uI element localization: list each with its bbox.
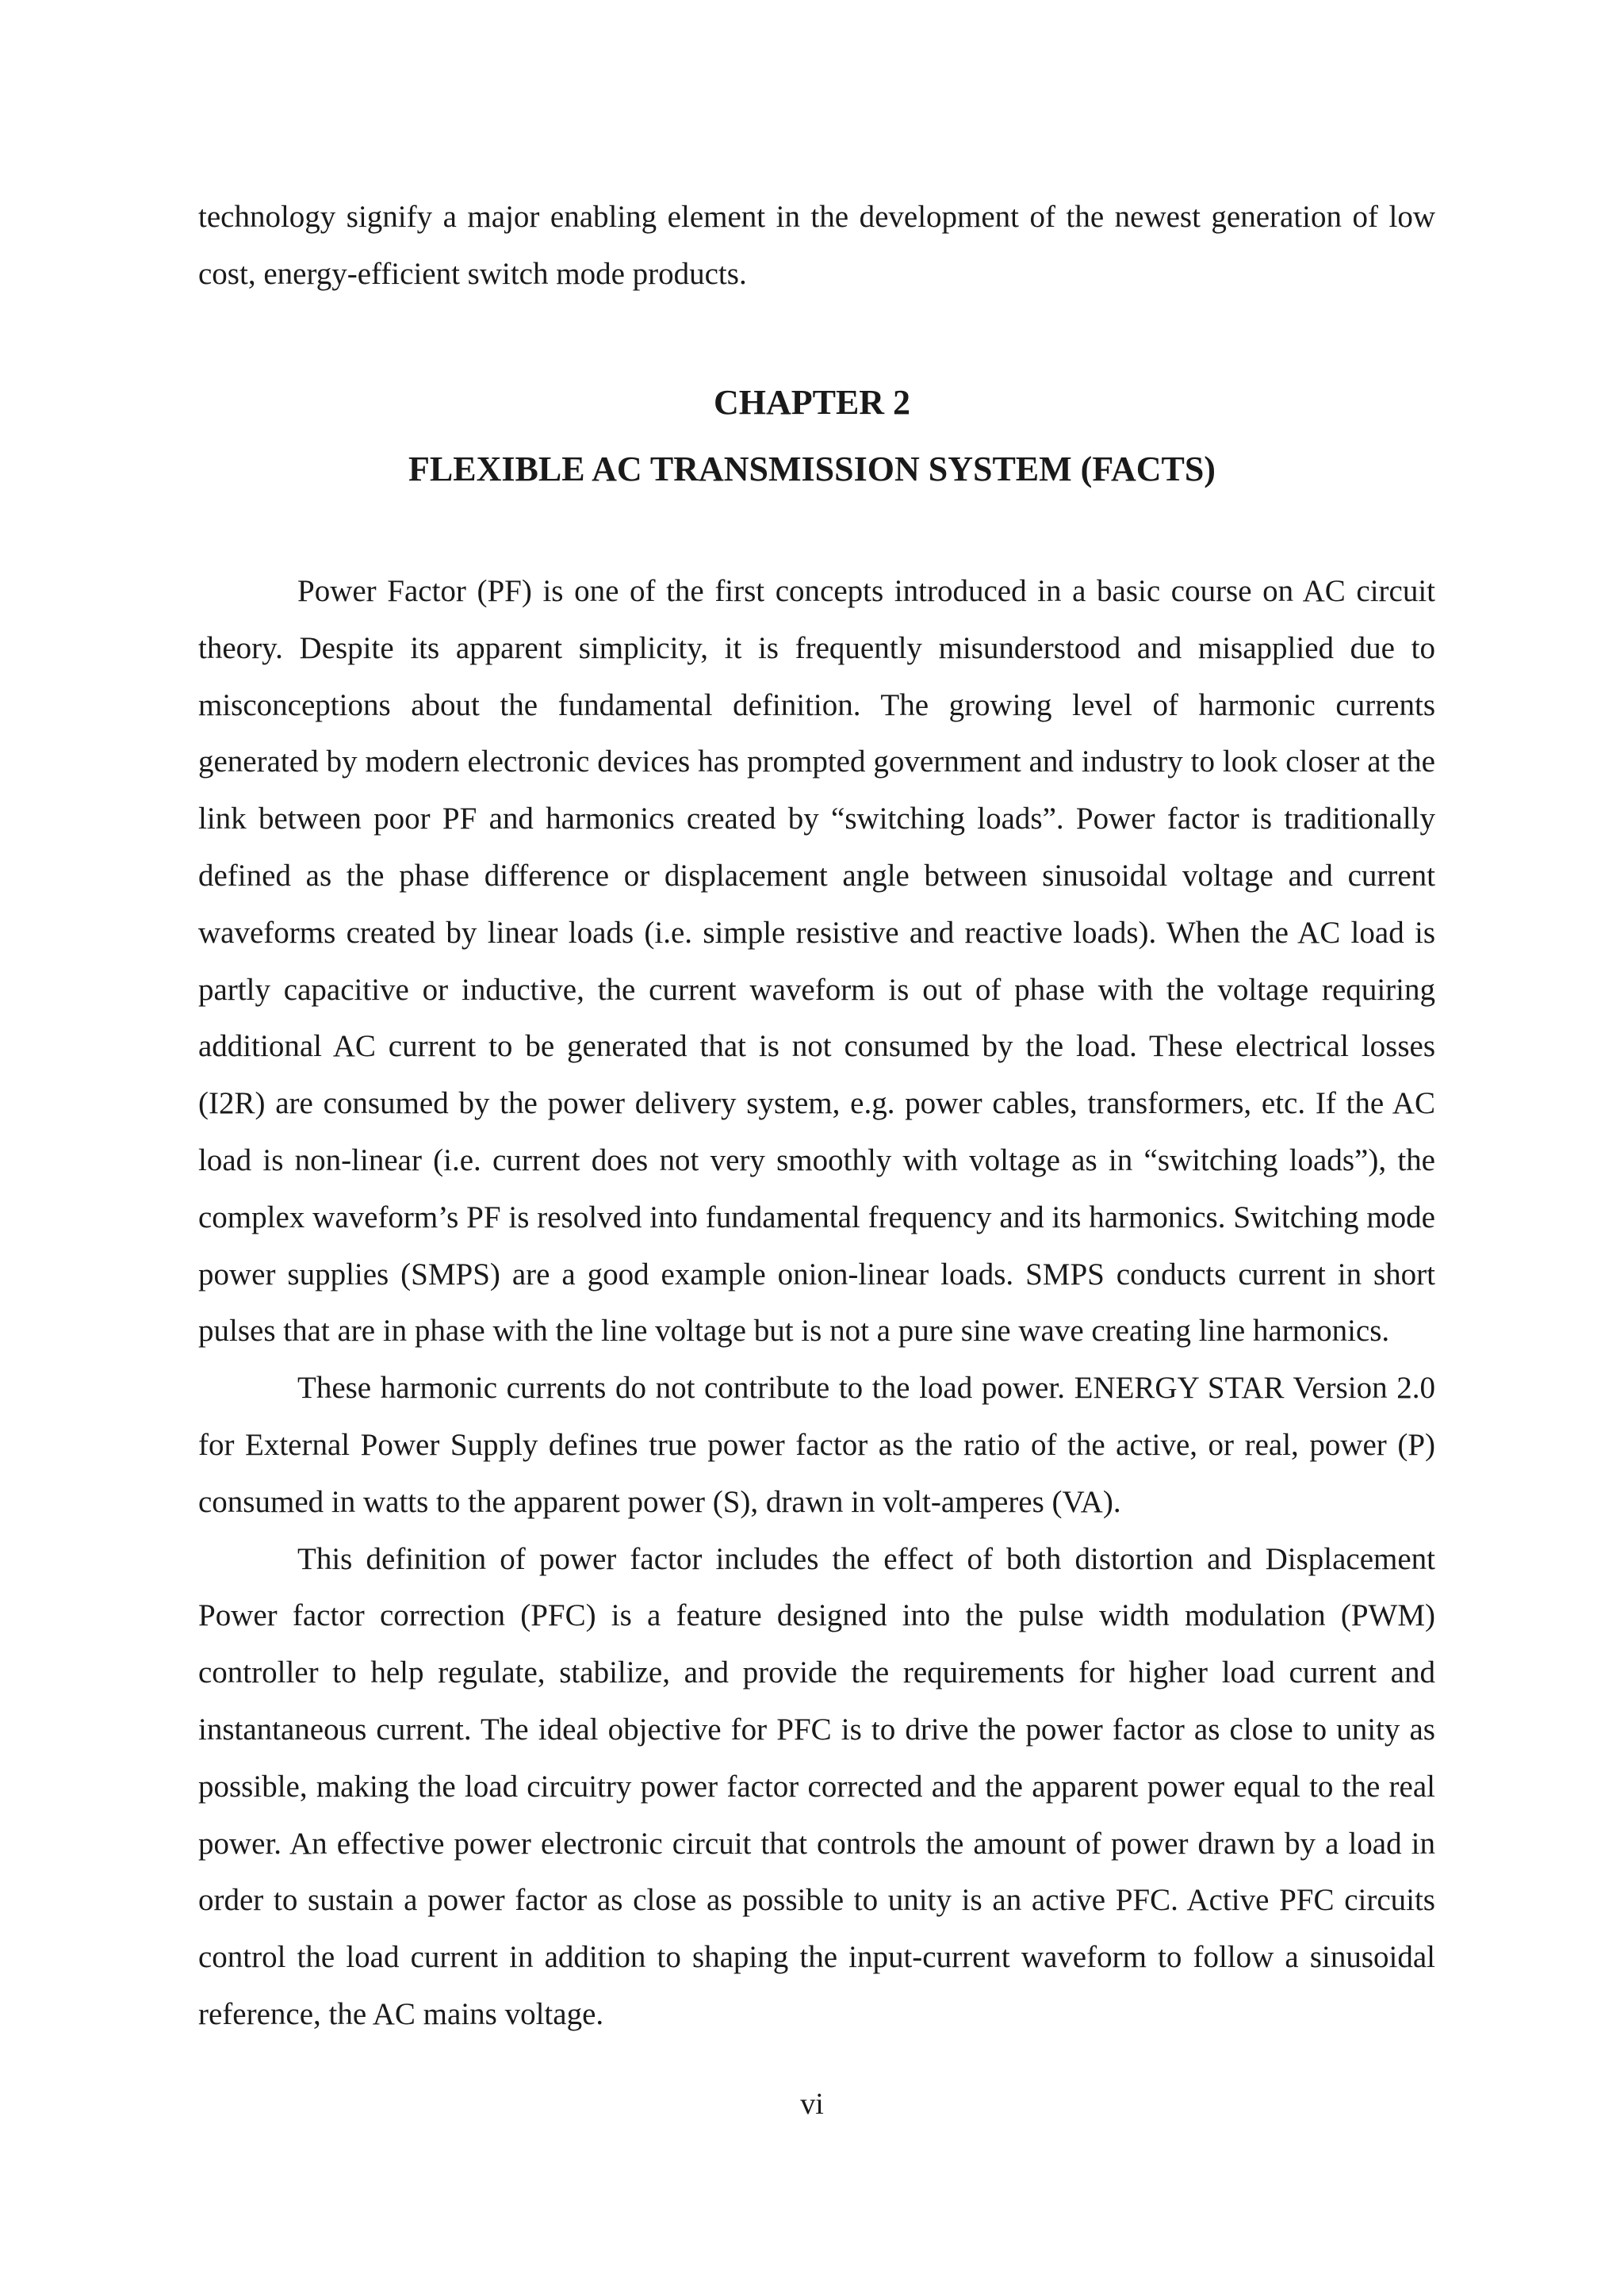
chapter-title: FLEXIBLE AC TRANSMISSION SYSTEM (FACTS) (408, 450, 1216, 488)
page-number: vi (800, 2087, 824, 2121)
paragraph-harmonic-currents: These harmonic currents do not contribute to the load power. ENERGY STAR Version 2.0 for External Power Supply defines true power factor as the ratio of the active, or real, power (P) consumed in watts to the apparent power (S), drawn in volt-amperes (VA). (198, 1371, 1435, 1519)
paragraph-power-factor-intro: Power Factor (PF) is one of the first concepts introduced in a basic course on AC circuit theory. Despite its apparent simplicity, it is frequently misunderstood and misapplied due to misconceptions about the fundamental definition. The growing level of harmonic currents generated by modern electronic devices has prompted government and industry to look closer at the link between poor PF and harmonics created by “switching loads”. Power factor is traditionally defined as the phase difference or displacement angle between sinusoidal voltage and current waveforms created by linear loads (i.e. simple resistive and reactive loads). When the AC load is partly capacitive or inductive, the current waveform is out of phase with the voltage requiring additional AC current to be generated that is not consumed by the load. These electrical losses (I2R) are consumed by the power delivery system, e.g. power cables, transformers, etc. If the AC load is non-linear (i.e. current does not very smoothly with voltage as in “switching loads”), the complex waveform’s PF is resolved into fundamental frequency and its harmonics. Switching mode power supplies (SMPS) are a good example onion-linear loads. SMPS conducts current in short pulses that are in phase with the line voltage but is not a pure sine wave creating line harmonics. (198, 574, 1435, 1349)
chapter-number: CHAPTER 2 (713, 383, 911, 422)
paragraph-pfc-definition: This definition of power factor includes the effect of both distortion and Displacement Power factor correction (PFC) is a feature designed into the pulse width modulation (PWM) controller to help regulate, stabilize, and provide the requirements for higher load current and instantaneous current. The ideal objective for PFC is to drive the power factor as close to unity as possible, making the load circuitry power factor corrected and the apparent power equal to the real power. An effective power electronic circuit that controls the amount of power drawn by a load in order to sustain a power factor as close as possible to unity is an active PFC. Active PFC circuits control the load current in addition to shaping the input-current waveform to follow a sinusoidal reference, the AC mains voltage. (198, 1541, 1435, 2031)
chapter-body (198, 563, 1435, 2043)
intro-paragraph: technology signify a major enabling element in the development of the newest generation of low cost, energy-efficient switch mode products. (198, 200, 1435, 291)
